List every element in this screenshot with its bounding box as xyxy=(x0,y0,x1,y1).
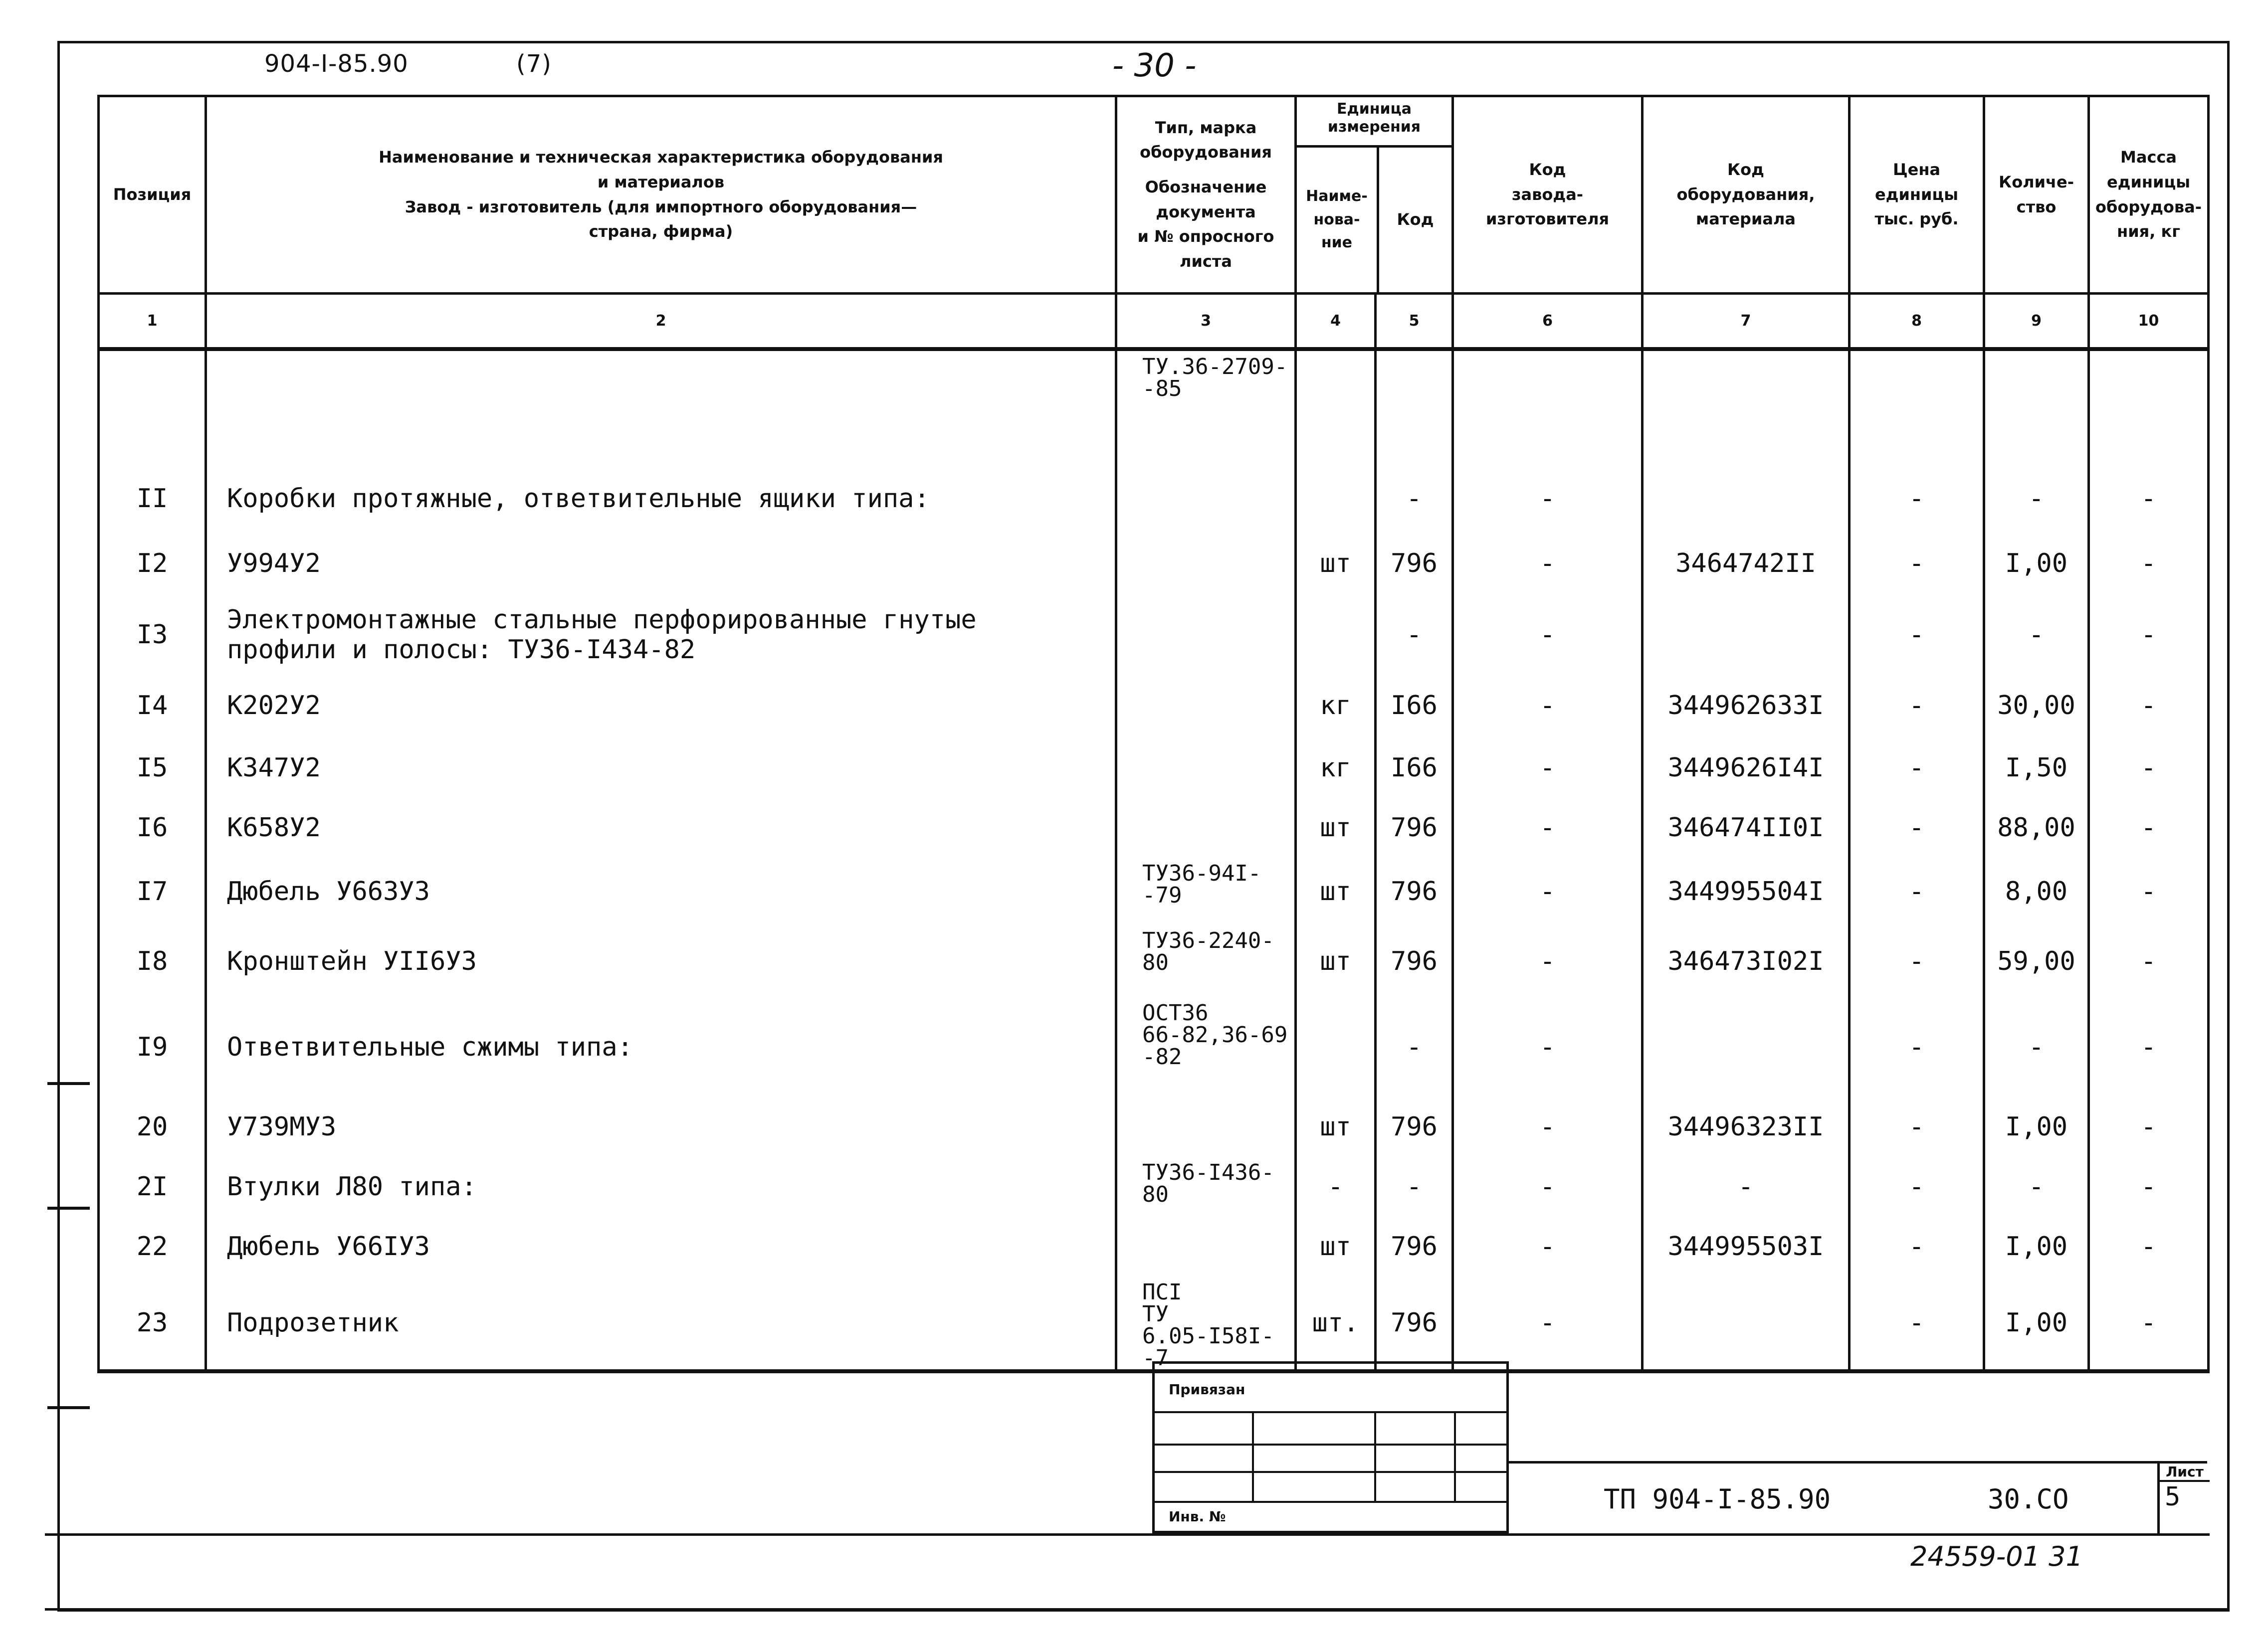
row-unit-code: I66 xyxy=(1376,738,1453,798)
handwritten-number: 24559-01 31 xyxy=(1910,1541,2083,1572)
row-document xyxy=(1116,738,1296,798)
row-unit-code: 796 xyxy=(1376,1097,1453,1157)
row-material-code xyxy=(1643,1277,1850,1371)
row-price: - xyxy=(1850,738,1984,798)
row-unit-name: кг xyxy=(1296,738,1376,798)
row-factory-code: - xyxy=(1453,997,1643,1097)
row-factory-code: - xyxy=(1453,531,1643,596)
table-row xyxy=(99,466,2209,531)
row-material-code xyxy=(1643,466,1850,531)
table-row xyxy=(99,531,2209,596)
row-unit-name: шт xyxy=(1296,1217,1376,1277)
row-position: I5 xyxy=(99,738,206,798)
col-number: 9 xyxy=(1984,294,2089,350)
row-position: II xyxy=(99,466,206,531)
row-mass: - xyxy=(2089,1277,2209,1371)
stamp-line xyxy=(1454,1411,1456,1501)
row-document: ТУ36-I436- 80 xyxy=(1116,1157,1296,1217)
row-mass: - xyxy=(2089,798,2209,858)
margin-tick xyxy=(47,1406,90,1409)
row-mass: - xyxy=(2089,596,2209,673)
row-factory-code: - xyxy=(1453,1097,1643,1157)
row-quantity: - xyxy=(1984,596,2089,673)
col-number: 5 xyxy=(1376,294,1453,350)
row-price: - xyxy=(1850,925,1984,997)
row-price: - xyxy=(1850,466,1984,531)
row-unit-name: шт xyxy=(1296,1097,1376,1157)
row-unit-name xyxy=(1296,349,1376,466)
col-header-quantity: Количе- ство xyxy=(1984,96,2089,294)
row-unit-code: - xyxy=(1376,466,1453,531)
row-price: - xyxy=(1850,596,1984,673)
row-quantity: I,00 xyxy=(1984,1217,2089,1277)
col-header-name: Наименование и техническая характеристика оборудования и материалов Завод - изготовитель (для импортного оборудования— страна, фирма) xyxy=(206,96,1116,294)
row-unit-name: кг xyxy=(1296,673,1376,738)
row-document xyxy=(1116,531,1296,596)
table-row xyxy=(99,738,2209,798)
row-position: 22 xyxy=(99,1217,206,1277)
row-name: Электромонтажные стальные перфорированные гнутые профили и полосы: ТУ36-I434-82 xyxy=(206,596,1116,673)
table-row xyxy=(99,858,2209,925)
row-unit-name: - xyxy=(1296,1157,1376,1217)
table-row xyxy=(99,1217,2209,1277)
row-material-code: 344995503I xyxy=(1643,1217,1850,1277)
row-unit-code: I66 xyxy=(1376,673,1453,738)
row-name: К658У2 xyxy=(206,798,1116,858)
row-unit-name: шт xyxy=(1296,798,1376,858)
stamp-line xyxy=(1374,1411,1376,1501)
row-material-code: 3464742II xyxy=(1643,531,1850,596)
row-name: Ответвительные сжимы типа: xyxy=(206,997,1116,1097)
row-quantity: - xyxy=(1984,1157,2089,1217)
row-unit-code xyxy=(1376,349,1453,466)
col-header-unit-name: Наиме- нова- ние xyxy=(1297,148,1379,292)
col-header-price: Цена единицы тыс. руб. xyxy=(1850,96,1984,294)
row-price: - xyxy=(1850,858,1984,925)
row-name: Коробки протяжные, ответвительные ящики типа: xyxy=(206,466,1116,531)
row-position: I4 xyxy=(99,673,206,738)
table-row xyxy=(99,925,2209,997)
row-unit-code: 796 xyxy=(1376,1217,1453,1277)
stamp-line xyxy=(1155,1501,1506,1503)
row-unit-code: 796 xyxy=(1376,798,1453,858)
approval-stamp xyxy=(1152,1361,1509,1533)
row-mass: - xyxy=(2089,466,2209,531)
col-number: 2 xyxy=(206,294,1116,350)
row-mass: - xyxy=(2089,925,2209,997)
title-code: ТП 904-I-85.90 xyxy=(1604,1483,1831,1515)
row-unit-name xyxy=(1296,997,1376,1097)
bottom-line xyxy=(45,1608,2230,1611)
table-body xyxy=(99,349,2209,1371)
row-material-code: 344962633I xyxy=(1643,673,1850,738)
row-mass: - xyxy=(2089,1157,2209,1217)
row-material-code: - xyxy=(1643,1157,1850,1217)
col-header-factory-code: Код завода- изготовителя xyxy=(1453,96,1643,294)
row-document: ТУ36-2240- 80 xyxy=(1116,925,1296,997)
table-row xyxy=(99,673,2209,738)
col-number: 6 xyxy=(1453,294,1643,350)
row-factory-code: - xyxy=(1453,466,1643,531)
row-quantity: I,00 xyxy=(1984,531,2089,596)
row-position xyxy=(99,349,206,466)
col-number: 10 xyxy=(2089,294,2209,350)
col-header-type-doc: Тип, марка оборудования Обозначение документа и № опросного листа xyxy=(1116,96,1296,294)
row-quantity: I,50 xyxy=(1984,738,2089,798)
table-row xyxy=(99,997,2209,1097)
row-name: У739МУ3 xyxy=(206,1097,1116,1157)
table-row xyxy=(99,1157,2209,1217)
row-position: I7 xyxy=(99,858,206,925)
row-position: 23 xyxy=(99,1277,206,1371)
page-number: - 30 - xyxy=(1112,47,1197,84)
row-unit-code: - xyxy=(1376,997,1453,1097)
row-quantity: - xyxy=(1984,997,2089,1097)
row-position: I3 xyxy=(99,596,206,673)
sheet-value: 5 xyxy=(2165,1482,2181,1512)
row-factory-code: - xyxy=(1453,1157,1643,1217)
row-position: I2 xyxy=(99,531,206,596)
row-material-code xyxy=(1643,349,1850,466)
row-unit-code: - xyxy=(1376,1157,1453,1217)
row-document xyxy=(1116,1097,1296,1157)
row-material-code xyxy=(1643,596,1850,673)
row-document xyxy=(1116,1217,1296,1277)
row-quantity: 88,00 xyxy=(1984,798,2089,858)
row-price: - xyxy=(1850,1277,1984,1371)
table-row xyxy=(99,1277,2209,1371)
row-mass: - xyxy=(2089,997,2209,1097)
col-number: 3 xyxy=(1116,294,1296,350)
row-quantity: I,00 xyxy=(1984,1097,2089,1157)
row-factory-code: - xyxy=(1453,673,1643,738)
col-header-unit-code: Код xyxy=(1397,210,1434,229)
row-factory-code: - xyxy=(1453,798,1643,858)
row-document: ОСТ36 66-82,36-69 -82 xyxy=(1116,997,1296,1097)
row-price: - xyxy=(1850,1097,1984,1157)
row-material-code: 346473I02I xyxy=(1643,925,1850,997)
row-mass: - xyxy=(2089,738,2209,798)
row-material-code: 346474II0I xyxy=(1643,798,1850,858)
row-unit-code: 796 xyxy=(1376,925,1453,997)
row-document xyxy=(1116,673,1296,738)
title-block xyxy=(1509,1461,2207,1536)
row-quantity: 59,00 xyxy=(1984,925,2089,997)
row-mass: - xyxy=(2089,1217,2209,1277)
col-number: 8 xyxy=(1850,294,1984,350)
row-factory-code: - xyxy=(1453,1217,1643,1277)
row-name: К202У2 xyxy=(206,673,1116,738)
row-unit-name: шт xyxy=(1296,858,1376,925)
row-price: - xyxy=(1850,1217,1984,1277)
row-price: - xyxy=(1850,673,1984,738)
col-number: 4 xyxy=(1296,294,1376,350)
row-factory-code: - xyxy=(1453,1277,1643,1371)
row-factory-code: - xyxy=(1453,738,1643,798)
row-document: ПСI ТУ 6.05-I58I- -7 xyxy=(1116,1277,1296,1371)
col-header-mass: Масса единицы оборудова- ния, кг xyxy=(2089,96,2209,294)
row-position: I9 xyxy=(99,997,206,1097)
row-document: ТУ.36-2709- -85 xyxy=(1116,349,1296,466)
row-unit-code: - xyxy=(1376,596,1453,673)
row-quantity: 30,00 xyxy=(1984,673,2089,738)
row-unit-name xyxy=(1296,466,1376,531)
row-mass: - xyxy=(2089,673,2209,738)
row-factory-code: - xyxy=(1453,925,1643,997)
row-mass: - xyxy=(2089,531,2209,596)
row-unit-code: 796 xyxy=(1376,1277,1453,1371)
stamp-line xyxy=(1252,1411,1254,1501)
row-document xyxy=(1116,466,1296,531)
row-unit-name: шт xyxy=(1296,531,1376,596)
row-mass: - xyxy=(2089,858,2209,925)
row-mass: - xyxy=(2089,1097,2209,1157)
doc-index: (7) xyxy=(516,50,552,78)
row-position: 20 xyxy=(99,1097,206,1157)
row-unit-name: шт xyxy=(1296,925,1376,997)
row-material-code xyxy=(1643,997,1850,1097)
stamp-attached-label: Привязан xyxy=(1169,1381,1245,1398)
row-name xyxy=(206,349,1116,466)
row-factory-code xyxy=(1453,349,1643,466)
row-document xyxy=(1116,596,1296,673)
row-price: - xyxy=(1850,997,1984,1097)
row-quantity: 8,00 xyxy=(1984,858,2089,925)
row-price xyxy=(1850,349,1984,466)
doc-code: 904-I-85.90 xyxy=(264,50,409,78)
row-price: - xyxy=(1850,531,1984,596)
col-header-unit-group: Единица измерения Наиме- нова- ние Код xyxy=(1296,96,1453,294)
row-document: ТУ36-94I- -79 xyxy=(1116,858,1296,925)
title-number: 30.CO xyxy=(1988,1483,2069,1515)
equipment-spec-table xyxy=(97,95,2210,1373)
sheet-box xyxy=(2157,1464,2210,1536)
stamp-inv-label: Инв. № xyxy=(1169,1508,1226,1525)
row-position: 2I xyxy=(99,1157,206,1217)
row-name: Кронштейн УII6У3 xyxy=(206,925,1116,997)
margin-tick xyxy=(47,1082,90,1085)
margin-tick xyxy=(47,1207,90,1210)
sheet-label: Лист xyxy=(2160,1464,2210,1482)
table-row xyxy=(99,1097,2209,1157)
row-position: I6 xyxy=(99,798,206,858)
row-name: Втулки Л80 типа: xyxy=(206,1157,1116,1217)
row-material-code: 3449626I4I xyxy=(1643,738,1850,798)
row-name: Дюбель У66IУ3 xyxy=(206,1217,1116,1277)
row-name: Подрозетник xyxy=(206,1277,1116,1371)
row-name: Дюбель У663У3 xyxy=(206,858,1116,925)
row-factory-code: - xyxy=(1453,596,1643,673)
table-row xyxy=(99,798,2209,858)
row-unit-name: шт. xyxy=(1296,1277,1376,1371)
row-unit-code: 796 xyxy=(1376,858,1453,925)
row-factory-code: - xyxy=(1453,858,1643,925)
col-header-material-code: Код оборудования, материала xyxy=(1643,96,1850,294)
row-price: - xyxy=(1850,1157,1984,1217)
row-quantity xyxy=(1984,349,2089,466)
row-position: I8 xyxy=(99,925,206,997)
col-header-position: Позиция xyxy=(99,96,206,294)
col-number: 7 xyxy=(1643,294,1850,350)
table-row xyxy=(99,349,2209,466)
row-mass xyxy=(2089,349,2209,466)
row-material-code: 344995504I xyxy=(1643,858,1850,925)
row-quantity: - xyxy=(1984,466,2089,531)
row-document xyxy=(1116,798,1296,858)
row-name: К347У2 xyxy=(206,738,1116,798)
row-unit-code: 796 xyxy=(1376,531,1453,596)
bottom-line xyxy=(45,1533,2210,1536)
row-price: - xyxy=(1850,798,1984,858)
table-row xyxy=(99,596,2209,673)
row-unit-name xyxy=(1296,596,1376,673)
col-number: 1 xyxy=(99,294,206,350)
row-quantity: I,00 xyxy=(1984,1277,2089,1371)
row-name: У994У2 xyxy=(206,531,1116,596)
row-material-code: 34496323II xyxy=(1643,1097,1850,1157)
